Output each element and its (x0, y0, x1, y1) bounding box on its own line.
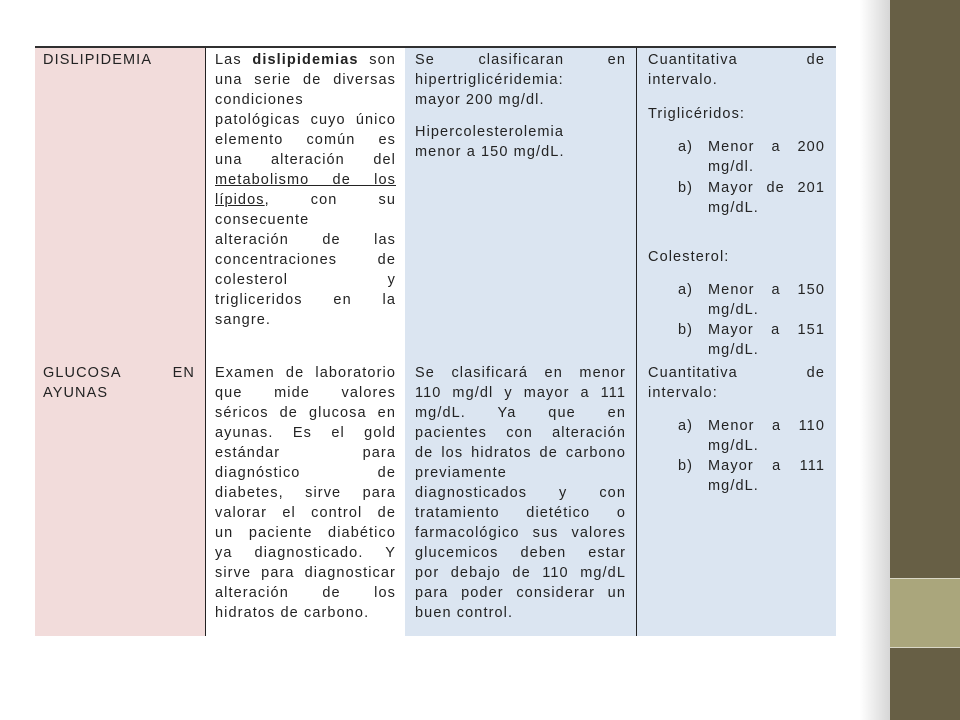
definition-line: concentraciones de (215, 252, 396, 268)
definition-word: , con su (264, 192, 396, 208)
list-item (648, 416, 825, 456)
list-item-text: Menor a 150 mg/dL. (708, 282, 825, 318)
list-item-text: Menor a 110 mg/dL. (708, 418, 825, 454)
classification-line: tratamiento dietético o (415, 505, 626, 521)
definition-line: estándar para (215, 445, 396, 461)
list-marker: b) (678, 322, 694, 338)
scale-type (648, 50, 825, 90)
list-item (648, 178, 825, 218)
list-marker: b) (678, 180, 694, 196)
definition-line: una serie de diversas (215, 72, 396, 88)
list-marker: a) (678, 139, 694, 155)
classification-cell (405, 360, 636, 636)
definition-line: sangre. (215, 312, 272, 328)
classification-line: 110 mg/dl y mayor a 111 (415, 385, 626, 401)
definition-line: trigliceridos en la (215, 292, 396, 308)
list-item-text: Mayor a 111 mg/dL. (708, 458, 825, 494)
group-title: Triglicéridos: (648, 106, 746, 122)
list-item (648, 320, 825, 360)
group-title: Colesterol: (648, 249, 730, 265)
list-item-text: Mayor a 151 mg/dL. (708, 322, 825, 358)
definition-cell (205, 360, 405, 636)
list-marker: a) (678, 418, 694, 434)
table-row (35, 47, 836, 360)
definition-line: alteración de las (215, 232, 396, 248)
criteria-table (35, 47, 836, 636)
classification-line: mg/dL. Ya que en (415, 405, 626, 421)
classification-line: Se clasificaran en (415, 52, 626, 68)
definition-line: que mide valores (215, 385, 396, 401)
definition-line: diabetes, sirve para (215, 485, 396, 501)
table-top-rule (35, 46, 836, 48)
classification-cell (405, 47, 636, 360)
list-item (648, 280, 825, 320)
scale-cell (636, 360, 836, 636)
term-text (43, 50, 195, 70)
definition-line: elemento común es (215, 132, 396, 148)
list-item (648, 456, 825, 496)
definition-line: hidratos de carbono. (215, 605, 370, 621)
classification-paragraph (415, 363, 626, 623)
classification-line: buen control. (415, 605, 514, 621)
definition-line: ya diagnosticado. Y (215, 545, 396, 561)
edge-shadow (860, 0, 890, 720)
classification-line: diagnosticados y con (415, 485, 626, 501)
classification-line: Hipercolesterolemia (415, 124, 565, 140)
definition-line: diagnóstico de (215, 465, 396, 481)
classification-paragraph (415, 50, 626, 110)
classification-line: glucemicos deben estar (415, 545, 626, 561)
accent-band (890, 578, 960, 648)
definition-line: séricos de glucosa en (215, 405, 396, 421)
definition-text (215, 50, 396, 330)
classification-line: Se clasificará en menor (415, 365, 626, 381)
term-cell (35, 47, 205, 360)
definition-line: consecuente (215, 212, 310, 228)
term-line: DISLIPIDEMIA (43, 52, 153, 68)
classification-line: pacientes con alteración (415, 425, 626, 441)
term-line: GLUCOSA EN (43, 365, 195, 381)
definition-line: condiciones (215, 92, 304, 108)
list-item-text: Mayor de 201 mg/dL. (708, 180, 825, 216)
definition-word: Las (215, 52, 242, 68)
definition-line: valorar el control de (215, 505, 396, 521)
highlighted-term: dislipidemias (252, 52, 359, 68)
definition-line: patológicas cuyo único (215, 112, 396, 128)
term-line: AYUNAS (43, 385, 109, 401)
definition-line: alteración de los (215, 585, 396, 601)
classification-line: por debajo de 110 mg/dL (415, 565, 626, 581)
classification-line: previamente (415, 465, 507, 481)
scale-type-line: Cuantitativa de (648, 52, 825, 68)
definition-line: ayunas. Es el gold (215, 425, 396, 441)
table-row (35, 360, 836, 636)
definition-line: sirve para diagnosticar (215, 565, 396, 581)
classification-line: para poder considerar un (415, 585, 626, 601)
classification-paragraph (415, 122, 626, 162)
underlined-term: lípidos (215, 192, 265, 208)
classification-line: de los hidratos de carbono (415, 445, 626, 461)
definition-text (215, 363, 396, 623)
classification-line: menor a 150 mg/dL. (415, 144, 565, 160)
definition-line: un paciente diabético (215, 525, 396, 541)
list-item (648, 137, 825, 177)
list-marker: a) (678, 282, 694, 298)
definition-line (215, 50, 396, 70)
classification-line: hipertriglicéridemia: (415, 72, 564, 88)
scale-type-line: Cuantitativa de (648, 365, 825, 381)
term-text (43, 363, 195, 403)
scale-type (648, 363, 825, 403)
classification-line: mayor 200 mg/dl. (415, 92, 545, 108)
scale-type-line: intervalo. (648, 72, 718, 88)
scale-type-line: intervalo: (648, 385, 718, 401)
list-item-text: Menor a 200 mg/dl. (708, 139, 825, 175)
classification-line: farmacológico sus valores (415, 525, 626, 541)
term-cell (35, 360, 205, 636)
definition-word: son (369, 52, 396, 68)
definition-line: una alteración del (215, 152, 396, 168)
definition-line: colesterol y (215, 272, 396, 288)
list-marker: b) (678, 458, 694, 474)
definition-line-underlined: metabolismo de los (215, 172, 396, 188)
definition-line (215, 190, 396, 210)
scale-cell (636, 47, 836, 360)
definition-cell (205, 47, 405, 360)
definition-line: Examen de laboratorio (215, 365, 396, 381)
